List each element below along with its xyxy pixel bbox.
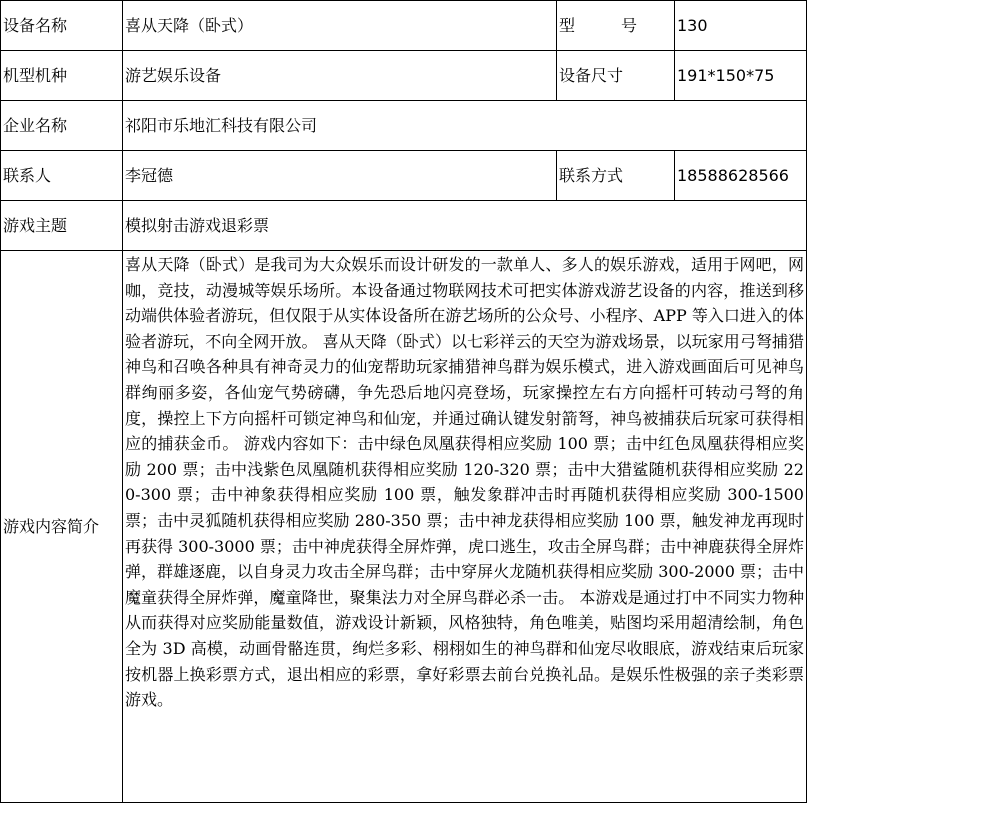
contact-value: 李冠德 (123, 151, 557, 201)
device-name-label: 设备名称 (1, 1, 123, 51)
phone-label: 联系方式 (557, 151, 675, 201)
row-category (1, 51, 807, 101)
model-label (557, 1, 675, 51)
device-name-value: 喜从天降（卧式） (123, 1, 557, 51)
category-value: 游艺娱乐设备 (123, 51, 557, 101)
row-intro (1, 251, 807, 803)
intro-label: 游戏内容简介 (1, 251, 123, 803)
company-label: 企业名称 (1, 101, 123, 151)
contact-label: 联系人 (1, 151, 123, 201)
row-device-name (1, 1, 807, 51)
row-theme (1, 201, 807, 251)
company-value: 祁阳市乐地汇科技有限公司 (123, 101, 807, 151)
model-label-a: 型 (559, 15, 576, 35)
size-value: 191*150*75 (675, 51, 807, 101)
model-value: 130 (675, 1, 807, 51)
intro-text: 喜从天降（卧式）是我司为大众娱乐而设计研发的一款单人、多人的娱乐游戏，适用于网吧，网咖，竞技，动漫城等娱乐场所。本设备通过物联网技术可把实体游戏游艺设备的内容，推送到移动端供体验者游玩，但仅限于从实体设备所在游艺场所的公众号、小程序、APP 等入口进入的体验者游玩，不向全网开放。 喜从天降（卧式）以七彩祥云的天空为游戏场景，以玩家用弓弩捕猎神鸟和召唤各种具有神奇灵力的仙宠帮助玩家捕猎神鸟群为娱乐模式，进入游戏画面后可见神鸟群绚丽多姿，各仙宠气势磅礴，争先恐后地闪亮登场，玩家操控左右方向摇杆可转动弓弩的角度，操控上下方向摇杆可锁定神鸟和仙宠，并通过确认键发射箭弩，神鸟被捕获后玩家可获得相应的捕获金币。 游戏内容如下：击中绿色凤凰获得相应奖励 100 票；击中红色凤凰获得相应奖励 200 票；击中浅紫色凤凰随机获得相应奖励 120-320 票；击中大猎鲨随机获得相应奖励 220-300 票；击中神象获得相应奖励 100 票，触发象群冲击时再随机获得相应奖励 300-1500 票；击中灵狐随机获得相应奖励 280-350 票；击中神龙获得相应奖励 100 票，触发神龙再现时再获得 300-3000 票；击中神虎获得全屏炸弹，虎口逃生，攻击全屏鸟群；击中神鹿获得全屏炸弹，群雄逐鹿，以自身灵力攻击全屏鸟群；击中穿屏火龙随机获得相应奖励 300-2000 票；击中魔童获得全屏炸弹，魔童降世，聚集法力对全屏鸟群必杀一击。 本游戏是通过打中不同实力物种从而获得对应奖励能量数值，游戏设计新颖，风格独特，角色唯美，贴图均采用超清绘制，角色全为 3D 高模，动画骨骼连贯，绚烂多彩、栩栩如生的神鸟群和仙宠尽收眼底，游戏结束后玩家按机器上换彩票方式，退出相应的彩票，拿好彩票去前台兑换礼品。是娱乐性极强的亲子类彩票游戏。 (123, 251, 807, 803)
theme-label: 游戏主题 (1, 201, 123, 251)
category-label: 机型机种 (1, 51, 123, 101)
row-contact (1, 151, 807, 201)
phone-value: 18588628566 (675, 151, 807, 201)
model-label-b: 号 (621, 15, 638, 35)
row-company (1, 101, 807, 151)
theme-value: 模拟射击游戏退彩票 (123, 201, 807, 251)
size-label: 设备尺寸 (557, 51, 675, 101)
